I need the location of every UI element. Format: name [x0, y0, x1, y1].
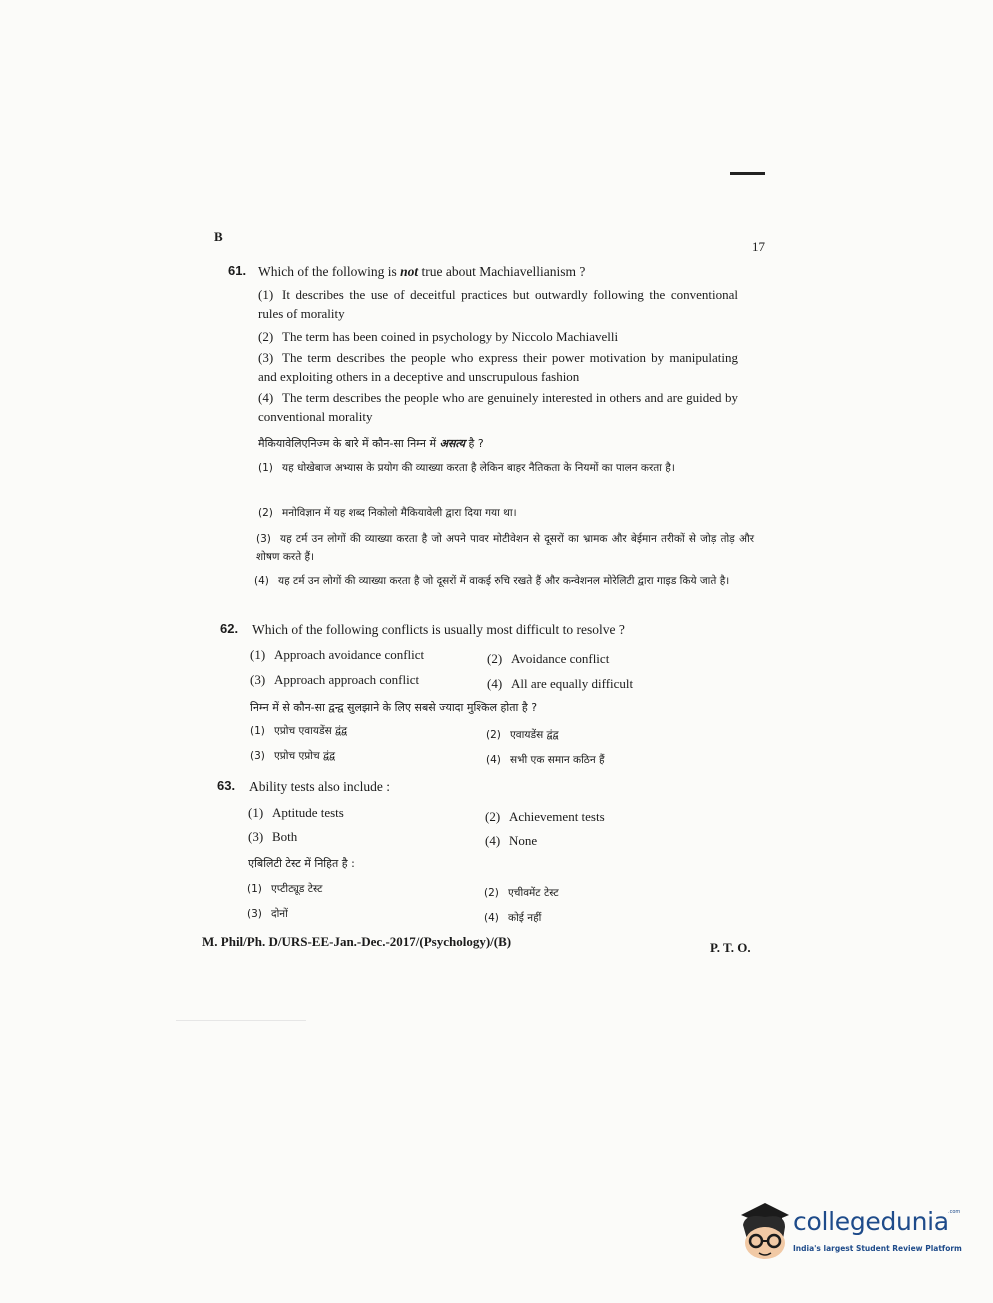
- option-4: (4) The term describes the people who are genuinely interested in others and are guided by conventional morality: [258, 390, 738, 424]
- hindi-option-1: (1) यह धोखेबाज अभ्यास के प्रयोग की व्याख्या करता है लेकिन बाहर नैतिकता के नियमों का पालन करता है।: [258, 462, 675, 474]
- option-2: (2) The term has been coined in psychology by Niccolo Machiavelli: [258, 329, 619, 344]
- hindi-option-4: (4) सभी एक समान कठिन हैं: [486, 754, 605, 766]
- question-text: Ability tests also include :: [249, 779, 390, 794]
- option-1: (1) Aptitude tests: [248, 805, 344, 820]
- hindi-option-1: (1) एप्टीट्यूड टेस्ट: [247, 883, 323, 895]
- hindi-option-3: (3) एप्रोच एप्रोच द्वंद्व: [250, 750, 336, 762]
- hindi-option-4: (4) कोई नहीं: [484, 912, 542, 924]
- option-1: (1) Approach avoidance conflict: [250, 647, 425, 662]
- option-3: (3) Both: [248, 829, 298, 844]
- paper-code: M. Phil/Ph. D/URS-EE-Jan.-Dec.-2017/(Psychology)/(B): [202, 934, 512, 949]
- question-number: 61.: [228, 263, 247, 278]
- option-3: (3) The term describes the people who express their power motivation by manipulating and exploiting others in a deceptive and unscrupulous fashion: [258, 350, 738, 384]
- top-rule: [730, 172, 765, 175]
- question-number: 63.: [217, 778, 236, 793]
- option-4: (4) All are equally difficult: [487, 676, 634, 691]
- hindi-option-3: (3) दोनों: [247, 908, 288, 920]
- logo-domain-suffix: .com: [948, 1209, 961, 1215]
- please-turn-over: P. T. O.: [710, 940, 751, 955]
- question-text: Which of the following conflicts is usually most difficult to resolve ?: [252, 622, 625, 637]
- question-text-hindi: एबिलिटी टेस्ट में निहित है :: [248, 857, 355, 870]
- option-2: (2) Achievement tests: [485, 809, 605, 824]
- page-number: 17: [752, 239, 765, 254]
- logo-tagline: India's largest Student Review Platform: [793, 1244, 962, 1253]
- hindi-option-2: (2) एवायडेंस द्वंद्व: [486, 729, 559, 741]
- faint-mark: [176, 1020, 306, 1021]
- logo-wordmark: collegedunia: [793, 1207, 949, 1236]
- question-text-hindi: मैकियावेलिएनिज्म के बारे में कौन-सा निम्न में असत्य है ?: [258, 437, 484, 450]
- hindi-option-3: (3) यह टर्म उन लोगों की व्याख्या करता है जो अपने पावर मोटीवेशन से दूसरों का भ्रामक और बेईमान तरीकों से जोड़ तोड़ और शोषण करते हैं।: [256, 533, 754, 563]
- set-code: B: [214, 229, 223, 244]
- option-4: (4) None: [485, 833, 538, 848]
- hindi-option-4: (4) यह टर्म उन लोगों की व्याख्या करता है जो दूसरों में वाकई रुचि रखते हैं और कन्वेशनल मोरेलिटी द्वारा गाइड किये जाते है।: [254, 575, 730, 587]
- question-text-hindi: निम्न में से कौन-सा द्वन्द्व सुलझाने के लिए सबसे ज्यादा मुश्किल होता है ?: [250, 701, 538, 714]
- option-2: (2) Avoidance conflict: [487, 651, 610, 666]
- collegedunia-logo: [735, 1195, 965, 1267]
- option-1: (1) It describes the use of deceitful practices but outwardly following the conventional rules of morality: [258, 287, 738, 321]
- option-3: (3) Approach approach conflict: [250, 672, 420, 687]
- question-text: Which of the following is not true about Machiavellianism ?: [258, 264, 586, 279]
- hindi-option-2: (2) एचीवमेंट टेस्ट: [484, 887, 559, 899]
- student-mascot-icon: [735, 1195, 793, 1267]
- question-number: 62.: [220, 621, 239, 636]
- hindi-option-2: (2) मनोविज्ञान में यह शब्द निकोलो मैकियावेली द्वारा दिया गया था।: [258, 507, 517, 519]
- hindi-option-1: (1) एप्रोच एवायडेंस द्वंद्व: [250, 725, 348, 737]
